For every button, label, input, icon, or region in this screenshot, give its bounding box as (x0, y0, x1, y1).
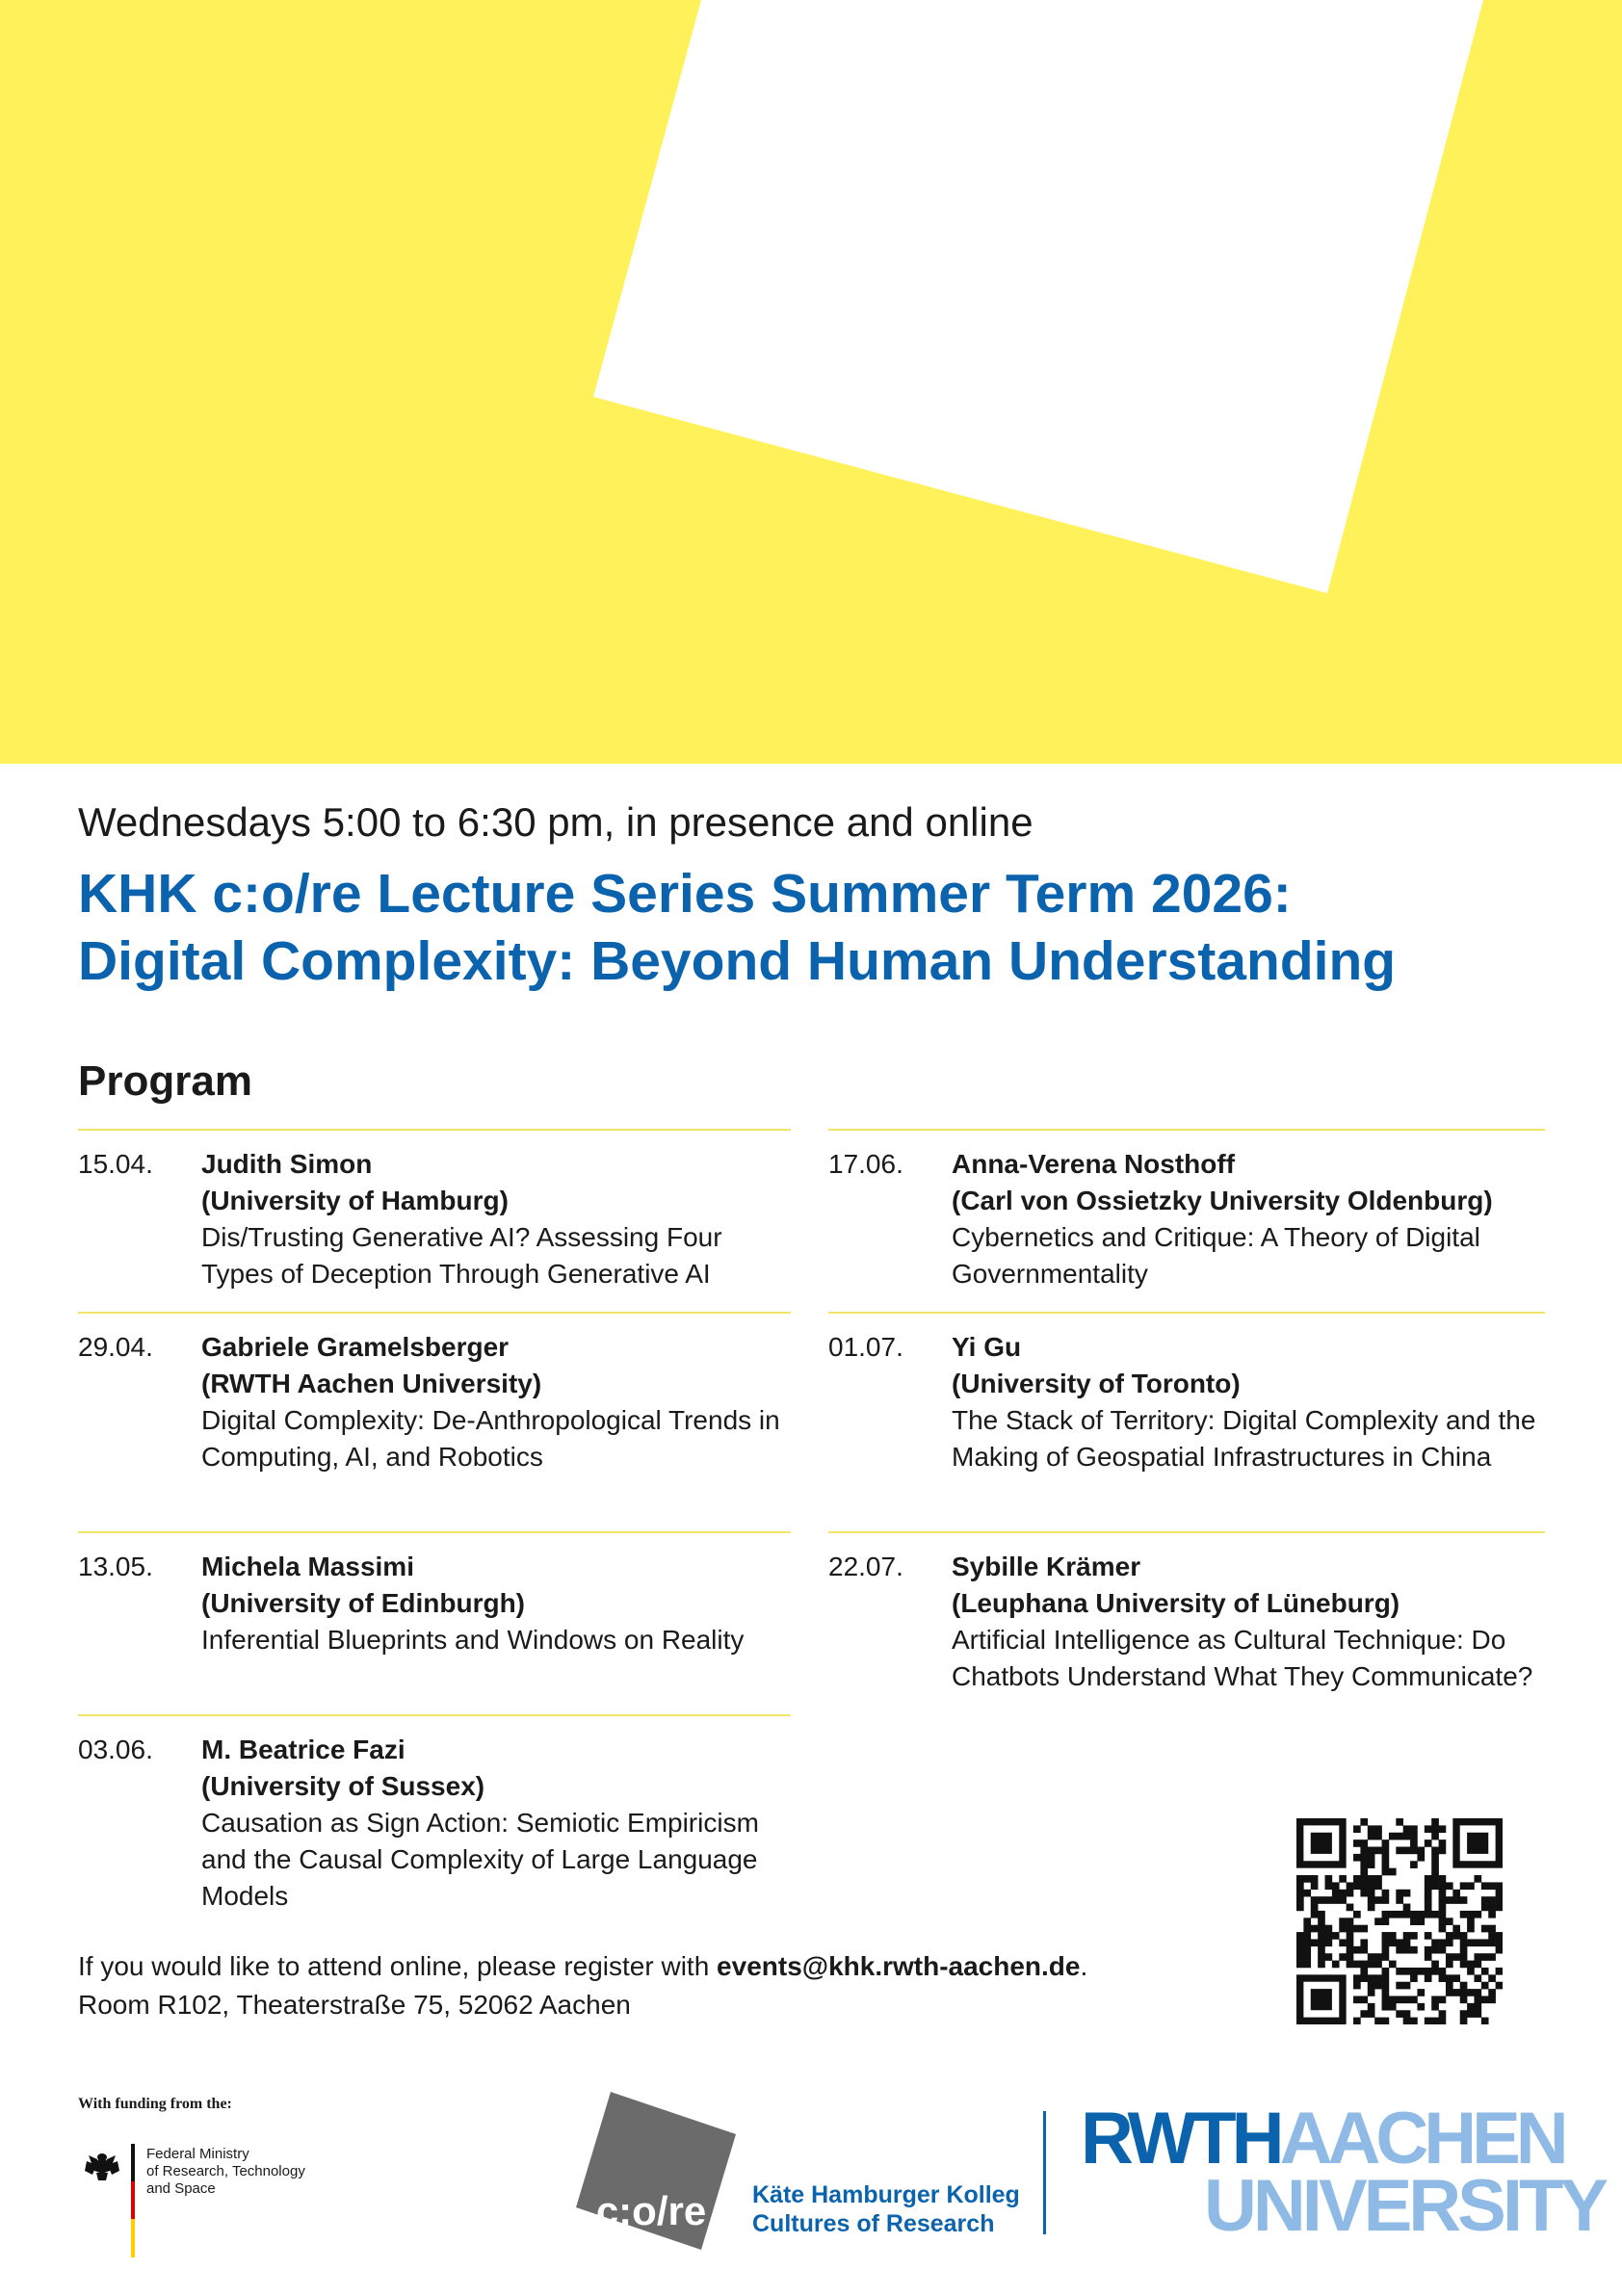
core-logo (574, 2092, 738, 2250)
ministry-name (146, 2146, 305, 2198)
title-line-1: KHK c:o/re Lecture Series Summer Term 2026: (78, 863, 1292, 925)
event-date: 22.07. (828, 1552, 903, 1581)
event-speaker: Gabriele Gramelsberger (201, 1332, 510, 1362)
event-title: The Stack of Territory: Digital Complexity and the Making of Geospatial Infrastructures in China (952, 1405, 1536, 1472)
registration-text: If you would like to attend online, please register with (78, 1951, 718, 1981)
registration-period: . (1080, 1951, 1088, 1981)
core-institute-name (752, 2180, 1020, 2238)
event-date: 15.04. (78, 1149, 153, 1179)
core-logo-text: c:o/re (595, 2188, 707, 2233)
event-address: Room R102, Theaterstraße 75, 52062 Aachen (78, 1990, 631, 2020)
ministry-line-2: of Research, Technology (146, 2163, 305, 2179)
core-name-line-1: Käte Hamburger Kolleg (752, 2181, 1020, 2208)
federal-eagle-icon (83, 2144, 137, 2257)
event-title: Cybernetics and Critique: A Theory of Digital Governmentality (952, 1222, 1480, 1289)
event-date: 13.05. (78, 1552, 153, 1581)
white-square-shape (0, 0, 1622, 764)
event-affiliation: (Carl von Ossietzky University Oldenburg) (952, 1186, 1493, 1215)
rwth-logo (1081, 2098, 1606, 2247)
event-speaker: Anna-Verena Nosthoff (952, 1149, 1236, 1179)
program-entry (78, 1129, 791, 1312)
hero-banner (0, 0, 1622, 764)
event-speaker: M. Beatrice Fazi (201, 1735, 406, 1764)
funding-label: With funding from the: (78, 2096, 232, 2112)
core-name-line-2: Cultures of Research (752, 2210, 995, 2237)
program-entry (828, 1312, 1545, 1531)
registration-line (78, 1947, 1087, 1986)
registration-info (78, 1947, 1087, 2024)
event-affiliation: (RWTH Aachen University) (201, 1369, 542, 1398)
page-title (78, 860, 1396, 995)
tagline: Wednesdays 5:00 to 6:30 pm, in presence and online (78, 799, 1033, 845)
event-date: 17.06. (828, 1149, 903, 1179)
program-entry (78, 1714, 791, 1926)
program-column-right (828, 1129, 1545, 1743)
program-column-left (78, 1129, 791, 1926)
ministry-line-3: and Space (146, 2180, 216, 2197)
qr-code-icon[interactable] (1296, 1818, 1503, 2024)
event-affiliation: (Leuphana University of Lüneburg) (952, 1588, 1400, 1618)
event-affiliation: (University of Edinburgh) (201, 1588, 525, 1618)
event-title: Causation as Sign Action: Semiotic Empiricism and the Causal Complexity of Large Language Models (201, 1808, 759, 1911)
registration-email-link[interactable]: events@khk.rwth-aachen.de (717, 1951, 1081, 1981)
rwth-logo-line2: UNIVERSITY (1204, 2165, 1606, 2247)
program-entry (78, 1312, 791, 1531)
event-date: 01.07. (828, 1332, 903, 1362)
event-speaker: Yi Gu (952, 1332, 1022, 1362)
footer-divider (1043, 2111, 1046, 2234)
event-title: Inferential Blueprints and Windows on Reality (201, 1625, 745, 1655)
event-speaker: Sybille Krämer (952, 1552, 1141, 1581)
event-affiliation: (University of Sussex) (201, 1771, 485, 1801)
rwth-logo-part2: AACHEN (1279, 2098, 1564, 2179)
event-date: 03.06. (78, 1735, 153, 1764)
rwth-logo-part1: RWTH (1081, 2098, 1280, 2179)
event-date: 29.04. (78, 1332, 153, 1362)
program-entry (78, 1531, 791, 1714)
program-heading: Program (78, 1057, 252, 1105)
event-affiliation: (University of Toronto) (952, 1369, 1241, 1398)
event-speaker: Michela Massimi (201, 1552, 414, 1581)
event-title: Digital Complexity: De-Anthropological Trends in Computing, AI, and Robotics (201, 1405, 780, 1472)
ministry-line-1: Federal Ministry (146, 2146, 249, 2162)
title-line-2: Digital Complexity: Beyond Human Understanding (78, 930, 1397, 992)
event-title: Artificial Intelligence as Cultural Technique: Do Chatbots Understand What They Communicate? (952, 1625, 1533, 1691)
program-entry (828, 1129, 1545, 1312)
event-affiliation: (University of Hamburg) (201, 1186, 509, 1215)
event-title: Dis/Trusting Generative AI? Assessing Four Types of Deception Through Generative AI (201, 1222, 722, 1289)
program-entry (828, 1531, 1545, 1743)
event-speaker: Judith Simon (201, 1149, 373, 1179)
